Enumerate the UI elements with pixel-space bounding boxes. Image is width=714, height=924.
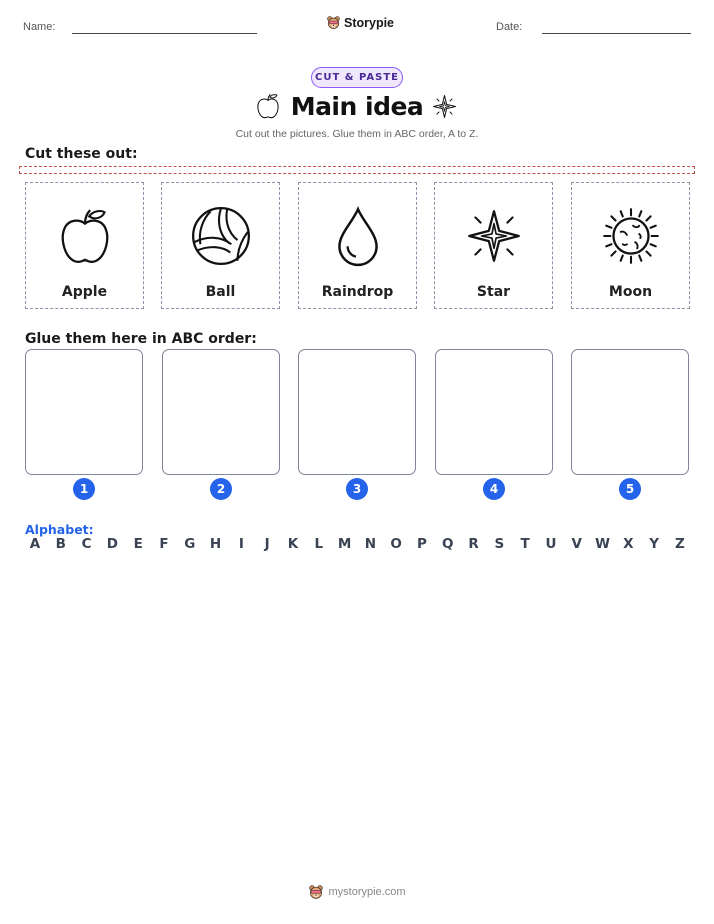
name-line[interactable] <box>72 33 257 34</box>
alphabet-letter: Z <box>675 536 685 552</box>
alphabet-letter: X <box>623 536 634 552</box>
alphabet-letter: L <box>314 536 324 552</box>
alphabet-letter: V <box>571 536 582 552</box>
glue-slot-1[interactable] <box>25 349 143 475</box>
alphabet-heading: Alphabet: <box>25 522 94 537</box>
alphabet-letter: Q <box>442 536 454 552</box>
alphabet-letter: H <box>209 536 222 552</box>
alphabet-letter: O <box>390 536 402 552</box>
slot-number-badge: 2 <box>210 478 232 500</box>
date-line[interactable] <box>542 33 691 34</box>
card-label: Star <box>476 284 511 300</box>
glue-slot-3[interactable] <box>298 349 416 475</box>
alphabet-letter: U <box>545 536 557 552</box>
apple-icon <box>52 203 118 269</box>
card-label: Apple <box>61 284 108 300</box>
alphabet-letter: A <box>29 536 41 552</box>
card-label: Raindrop <box>321 284 394 300</box>
alphabet-letter: R <box>468 536 479 552</box>
alphabet-letter: B <box>55 536 66 552</box>
brand-logo <box>326 15 394 30</box>
slot-number-badge: 4 <box>483 478 505 500</box>
page-title: Main idea <box>290 92 424 121</box>
sparkle-icon <box>431 93 458 120</box>
alphabet-letter: P <box>417 536 427 552</box>
footer <box>0 884 714 900</box>
card-label: Ball <box>205 284 236 300</box>
alphabet-letter: T <box>520 536 530 552</box>
footer-url[interactable]: mystorypie.com <box>328 886 406 898</box>
glue-slot-5[interactable] <box>571 349 689 475</box>
alphabet-letter: N <box>364 536 377 552</box>
alphabet-letter: C <box>81 536 92 552</box>
cut-card-ball[interactable] <box>161 182 280 309</box>
cut-card-apple[interactable] <box>25 182 144 309</box>
star-icon <box>461 203 527 269</box>
alphabet-row <box>25 536 690 552</box>
alphabet-letter: Y <box>649 536 660 552</box>
name-label: Name: <box>23 21 56 33</box>
alphabet-letter: E <box>133 536 143 552</box>
alphabet-letter: I <box>238 536 244 552</box>
glue-slot-2[interactable] <box>162 349 280 475</box>
date-label: Date: <box>496 21 523 33</box>
alphabet-letter: G <box>184 536 196 552</box>
volleyball-icon <box>188 203 254 269</box>
alphabet-letter: K <box>287 536 299 552</box>
brand-name: Storypie <box>344 15 395 30</box>
cut-line <box>19 166 695 174</box>
alphabet-letter: S <box>494 536 505 552</box>
moon-icon <box>598 203 664 269</box>
slot-number-badge: 3 <box>346 478 368 500</box>
bear-mascot-icon <box>308 884 324 900</box>
instructions: Cut out the pictures. Glue them in ABC order, A to Z. <box>235 128 479 140</box>
alphabet-letter: W <box>595 536 610 552</box>
glue-slot-4[interactable] <box>435 349 553 475</box>
card-label: Moon <box>608 284 653 300</box>
alphabet-letter: M <box>337 536 352 552</box>
slot-number-badge: 1 <box>73 478 95 500</box>
slot-number-badge: 5 <box>619 478 641 500</box>
cut-card-star[interactable] <box>434 182 553 309</box>
bear-mascot-icon <box>326 15 341 30</box>
raindrop-icon <box>325 203 391 269</box>
alphabet-letter: J <box>264 536 270 552</box>
alphabet-letter: D <box>106 536 118 552</box>
cut-paste-badge: CUT & PASTE <box>311 67 403 88</box>
cut-card-raindrop[interactable] <box>298 182 417 309</box>
alphabet-letter: F <box>159 536 169 552</box>
cut-card-moon[interactable] <box>571 182 690 309</box>
glue-section-heading: Glue them here in ABC order: <box>25 331 257 347</box>
cut-section-heading: Cut these out: <box>25 146 138 162</box>
